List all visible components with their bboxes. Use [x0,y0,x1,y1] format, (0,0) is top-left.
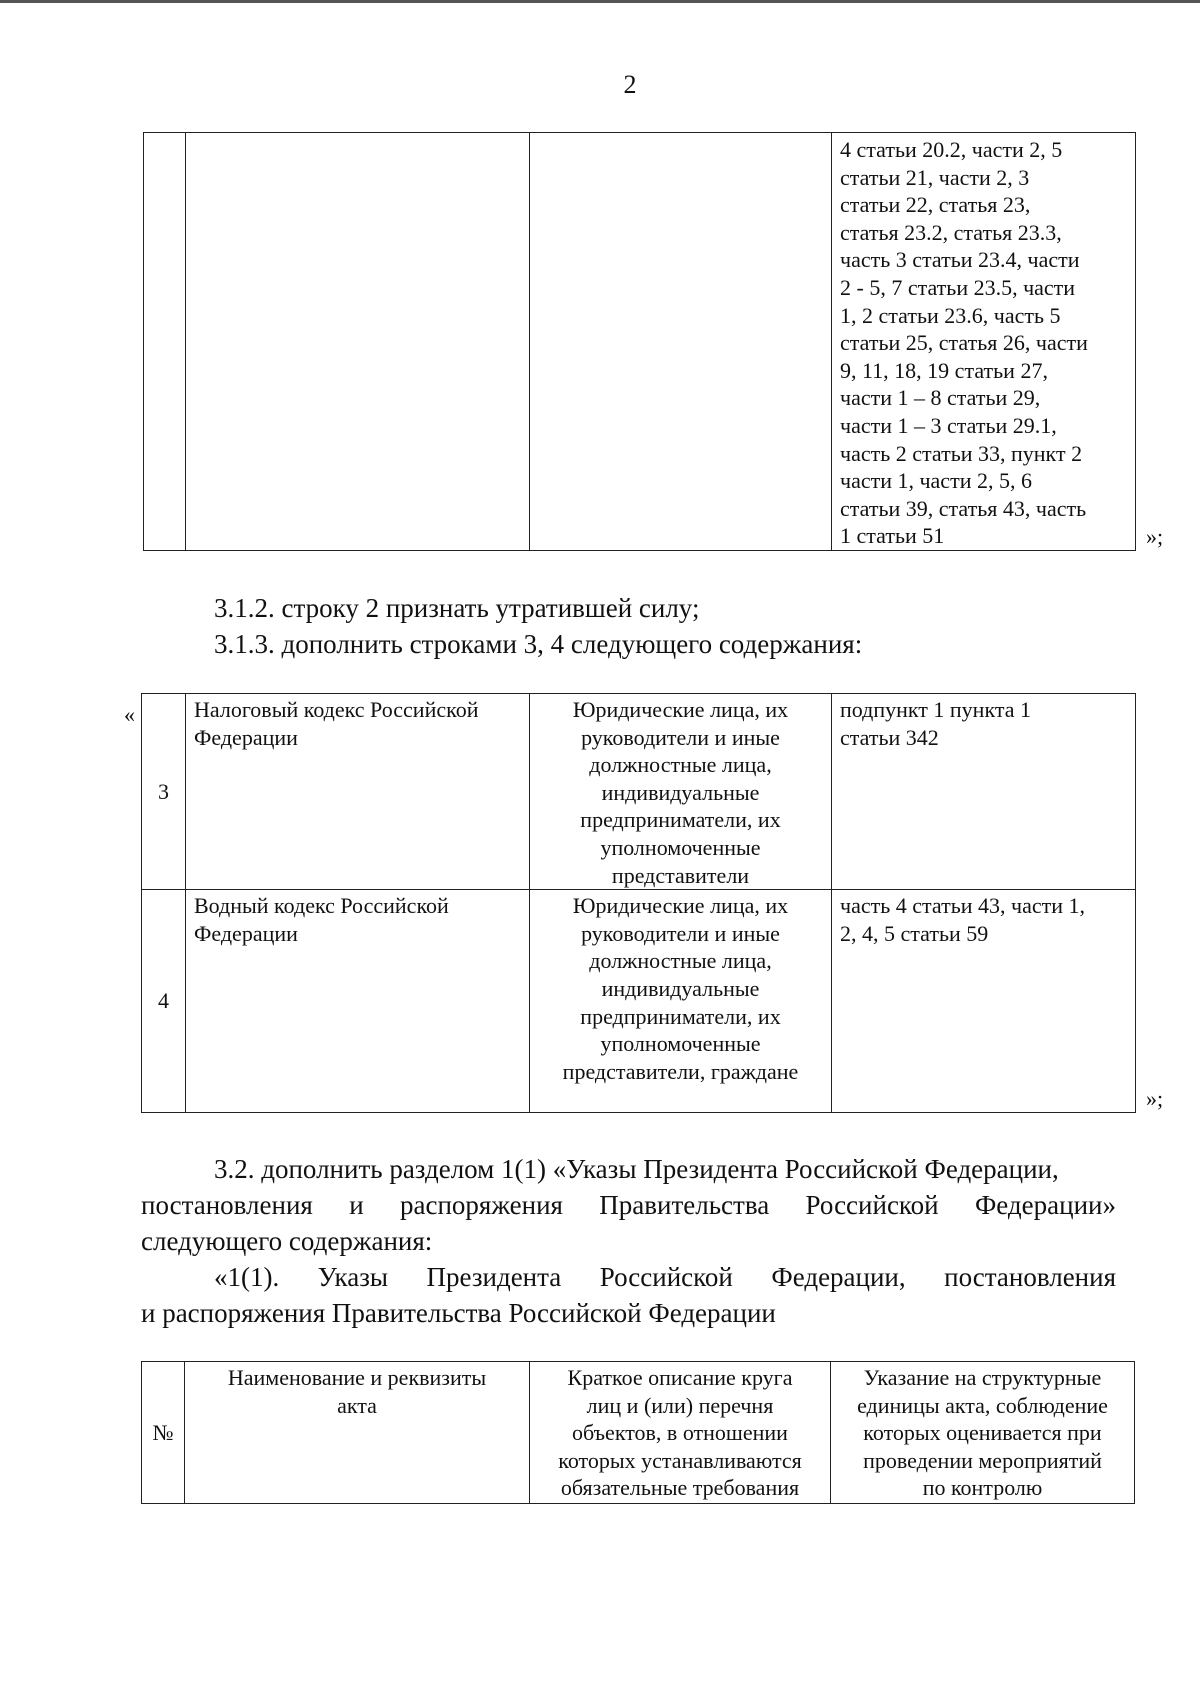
cell-number [144,133,186,551]
rows-3-4-table [141,693,1136,1113]
header-persons [530,1362,831,1504]
cell-act [186,890,530,1113]
text-line: предприниматели, их [580,1003,781,1029]
text-line: предприниматели, их [580,807,781,833]
text-line: части 1 – 3 статьи 29.1, [840,412,1057,438]
opening-quote: « [124,702,135,727]
text-line: Указание на структурные [863,1365,1102,1390]
header-units [831,1362,1135,1504]
cell-units [832,890,1136,1113]
cell-persons [530,890,832,1113]
text-line: индивидуальные [601,779,760,805]
cell-units [832,133,1136,551]
text-line: 1, 2 статьи 23.6, часть 5 [840,302,1061,328]
text-line: часть 4 статьи 43, части 1, [840,893,1085,919]
paragraph-3-1-3: 3.1.3. дополнить строками 3, 4 следующего содержания: [214,629,863,659]
text-line: Наименование и реквизиты [227,1365,487,1390]
text-line: Водный кодекс Российской [194,893,449,919]
cell-units [832,694,1136,890]
paragraph-3-2-line-1: 3.2. дополнить разделом 1(1) «Указы Президента Российской Федерации, [214,1154,1059,1184]
closing-quote: »; [1146,524,1164,549]
header-act [185,1362,530,1504]
row-number: 4 [142,890,186,1113]
text-line: Юридические лица, их [572,893,789,919]
table-row [144,133,1136,551]
text-line: 2 - 5, 7 статьи 23.5, части [840,274,1076,300]
text-line: 2, 4, 5 статьи 59 [840,920,989,946]
section-1-1-table [141,1361,1135,1504]
text-line: которых оценивается при [863,1420,1102,1446]
text-line: 1 статьи 51 [840,523,945,549]
text-line: подпункт 1 пункта 1 [840,697,1031,722]
text-line: единицы акта, соблюдение [857,1392,1108,1418]
text-line: обязательные требования [560,1475,800,1501]
text-line: статьи 25, статья 26, части [840,330,1088,356]
row-number: 3 [142,694,186,890]
cell-act [186,133,530,551]
text-line: должностные лица, [589,948,772,974]
text-line: части 1, части 2, 5, 6 [840,468,1032,494]
table-row [142,694,1136,890]
text-line: Федерации [194,724,298,750]
text-line: часть 2 статьи 33, пункт 2 [840,440,1083,466]
text-line: часть 3 статьи 23.4, части [840,247,1080,273]
text-line: 4 статьи 20.2, части 2, 5 [840,137,1063,162]
continuation-table [143,132,1136,551]
paragraph-3-2-line-2: постановления и распоряжения Правительства Российской Федерации» [141,1190,1116,1220]
cell-act [186,694,530,890]
text-line: индивидуальные [601,975,760,1001]
text-line: представители [611,862,750,888]
text-line: лиц и (или) перечня [586,1392,774,1418]
text-line: Краткое описание круга [567,1365,793,1390]
text-line: статьи 22, статья 23, [840,192,1031,218]
scan-top-edge [0,0,1200,3]
closing-quote: »; [1146,1086,1164,1111]
table-row [142,890,1136,1113]
text-line: которых устанавливаются [558,1447,802,1473]
text-line: уполномоченные [600,834,761,860]
paragraph-3-2-line-3: следующего содержания: [141,1226,433,1256]
text-line: уполномоченные [600,1031,761,1057]
text-line: 9, 11, 18, 19 статьи 27, [840,357,1048,383]
text-line: статьи 39, статья 43, часть [840,495,1087,521]
cell-persons [530,133,832,551]
text-line: руководители и иные [581,920,780,946]
text-line: части 1 – 8 статьи 29, [840,385,1041,411]
paragraph-3-1-2: 3.1.2. строку 2 признать утратившей силу; [214,593,700,623]
text-line: статьи 21, части 2, 3 [840,164,1030,190]
table-header-row [142,1362,1135,1504]
text-line: Налоговый кодекс Российской [194,697,479,722]
text-line: проведении мероприятий [863,1447,1102,1473]
text-line: статья 23.2, статья 23.3, [840,219,1062,245]
cell-persons [530,694,832,890]
text-line: Юридические лица, их [572,697,789,722]
text-line: руководители и иные [581,724,780,750]
text-line: представители, граждане [562,1058,799,1084]
page-number: 2 [623,70,637,99]
text-line: по контролю [922,1475,1043,1501]
text-line: статьи 342 [840,724,939,750]
section-heading-line-2: и распоряжения Правительства Российской Федерации [141,1298,776,1328]
text-line: объектов, в отношении [572,1420,788,1446]
header-number: № [142,1362,185,1504]
text-line: Федерации [194,920,298,946]
text-line: акта [337,1392,377,1418]
text-line: должностные лица, [589,752,772,778]
section-heading-line-1: «1(1). Указы Президента Российской Федерации, постановления [214,1262,1116,1292]
